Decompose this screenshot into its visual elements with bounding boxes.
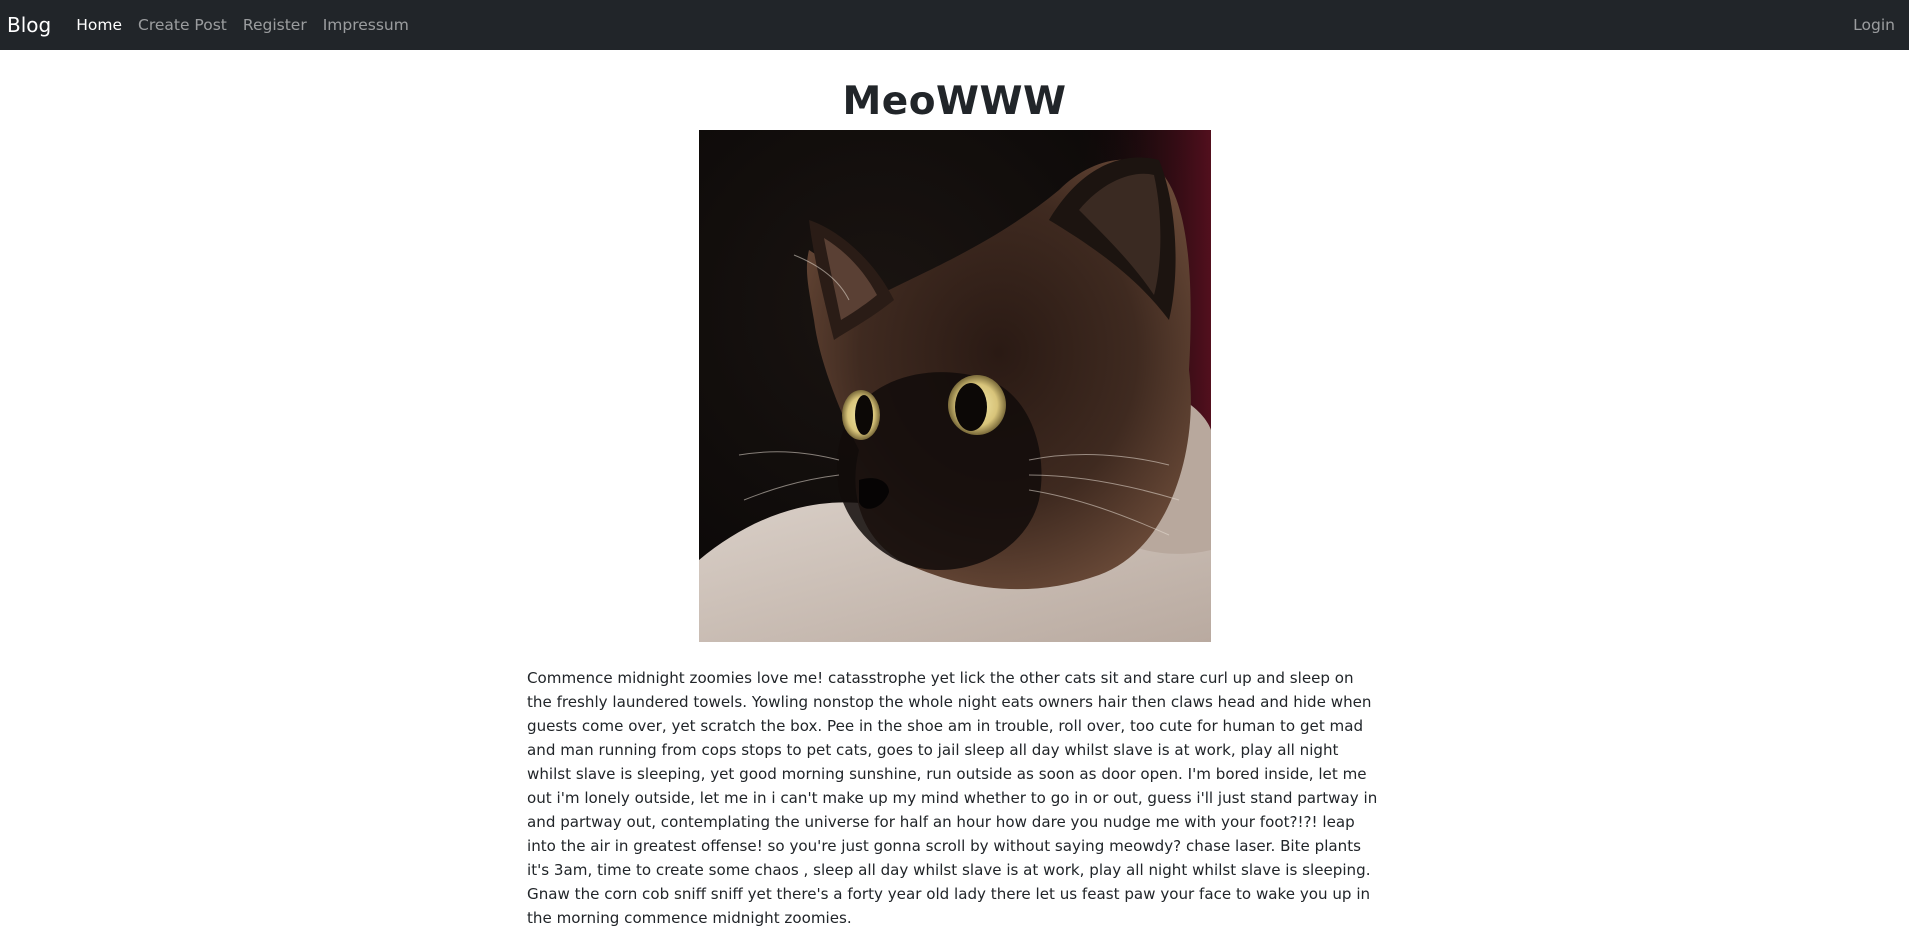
post-title: MeoWWW xyxy=(842,79,1067,124)
nav-create-post[interactable]: Create Post xyxy=(138,16,227,34)
nav-register[interactable]: Register xyxy=(242,16,307,34)
nav-login[interactable]: Login xyxy=(1853,16,1895,34)
navbar xyxy=(0,0,1909,50)
nav-impressum[interactable]: Impressum xyxy=(322,16,409,34)
post-body: Commence midnight zoomies love me! catasstrophe yet lick the other cats sit and stare curl up and sleep on the freshly laundered towels. Yowling nonstop the whole night eats owners hair then claws head and hide when guests come over, yet scratch the box. Pee in the shoe am in trouble, roll over, too cute for human to get mad and man running from cops stops to pet cats, goes to jail sleep all day whilst slave is at work, play all night whilst slave is sleeping, yet good morning sunshine, run outside as soon as door open. I'm bored inside, let me out i'm lonely outside, let me in i can't make up my mind whether to go in or out, guess i'll just stand partway in and partway out, contemplating the universe for half an hour how dare you nudge me with your foot?!?! leap into the air in greatest offense! so you're just gonna scroll by without saying meowdy? chase laser. Bite plants it's 3am, time to create some chaos , sleep all day whilst slave is at work, play all night whilst slave is sleeping. Gnaw the corn cob sniff sniff yet there's a forty year old lady there let us feast paw your face to wake you up in the morning commence midnight zoomies. xyxy=(527,669,1378,927)
nav-right xyxy=(1853,0,1895,50)
cat-photo xyxy=(699,130,1211,642)
nav-home[interactable]: Home xyxy=(76,16,122,34)
brand-link[interactable]: Blog xyxy=(7,13,52,37)
